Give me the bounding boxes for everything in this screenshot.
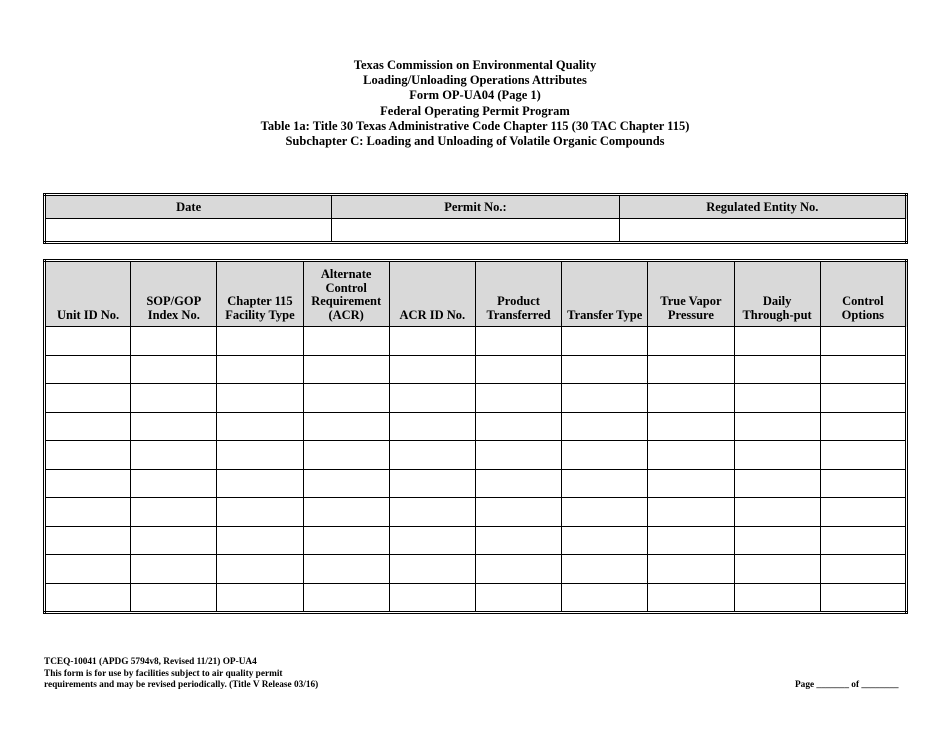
table-cell[interactable] xyxy=(734,441,820,470)
column-header-line: Options xyxy=(841,308,885,323)
table-cell[interactable] xyxy=(820,469,906,498)
table-cell[interactable] xyxy=(45,327,131,356)
table-cell[interactable] xyxy=(303,412,389,441)
table-cell[interactable] xyxy=(820,526,906,555)
table-cell[interactable] xyxy=(131,355,217,384)
table-cell[interactable] xyxy=(131,384,217,413)
table-cell[interactable] xyxy=(475,384,561,413)
loading-operations-table xyxy=(43,259,908,614)
page-number-field[interactable]: Page _______ of ________ xyxy=(795,680,899,690)
table-cell[interactable] xyxy=(648,583,734,613)
table-cell[interactable] xyxy=(389,555,475,584)
table-cell[interactable] xyxy=(562,441,648,470)
program-name: Federal Operating Permit Program xyxy=(380,103,570,118)
table-row xyxy=(45,412,907,441)
table-row xyxy=(45,555,907,584)
table-cell[interactable] xyxy=(475,469,561,498)
table-cell[interactable] xyxy=(389,412,475,441)
agency-title: Texas Commission on Environmental Quality xyxy=(353,58,597,72)
table-cell[interactable] xyxy=(648,498,734,527)
table-cell[interactable] xyxy=(217,355,303,384)
table-cell[interactable] xyxy=(45,384,131,413)
table-cell[interactable] xyxy=(303,384,389,413)
column-header-line: Unit ID No. xyxy=(57,308,120,323)
table-cell[interactable] xyxy=(217,498,303,527)
table-row xyxy=(45,384,907,413)
table-cell[interactable] xyxy=(45,469,131,498)
column-header-line: Facility Type xyxy=(225,308,295,323)
column-header-line: Through-put xyxy=(742,308,812,323)
table-row xyxy=(45,469,907,498)
permit-no-header: Permit No.: xyxy=(332,195,619,219)
table-cell[interactable] xyxy=(820,498,906,527)
acr-id-header xyxy=(389,261,475,327)
info-header-row xyxy=(45,195,907,219)
table-cell[interactable] xyxy=(820,555,906,584)
date-field[interactable] xyxy=(45,219,332,243)
table-cell[interactable] xyxy=(303,441,389,470)
table-cell[interactable] xyxy=(820,355,906,384)
table-cell[interactable] xyxy=(562,498,648,527)
table-cell[interactable] xyxy=(562,555,648,584)
column-header-line: (ACR) xyxy=(328,308,364,323)
table-cell[interactable] xyxy=(131,498,217,527)
regulated-entity-field[interactable] xyxy=(619,219,906,243)
table-cell[interactable] xyxy=(217,583,303,613)
table-body xyxy=(45,327,907,613)
table-cell[interactable] xyxy=(45,355,131,384)
transfer-type-header xyxy=(562,261,648,327)
table-row xyxy=(45,441,907,470)
facility-type-header xyxy=(217,261,303,327)
table-cell[interactable] xyxy=(303,498,389,527)
table-cell[interactable] xyxy=(475,441,561,470)
table-cell[interactable] xyxy=(734,355,820,384)
column-header-line: Control xyxy=(325,280,367,295)
table-cell[interactable] xyxy=(45,555,131,584)
column-header-line: Chapter 115 xyxy=(227,294,293,309)
table-cell[interactable] xyxy=(820,583,906,613)
form-footer xyxy=(44,657,318,692)
table-cell[interactable] xyxy=(475,555,561,584)
table-cell[interactable] xyxy=(648,526,734,555)
table-cell[interactable] xyxy=(389,384,475,413)
date-header: Date xyxy=(45,195,332,219)
table-cell[interactable] xyxy=(303,583,389,613)
table-cell[interactable] xyxy=(475,583,561,613)
table-cell[interactable] xyxy=(648,355,734,384)
table-cell[interactable] xyxy=(45,441,131,470)
table-cell[interactable] xyxy=(734,327,820,356)
table-cell[interactable] xyxy=(734,384,820,413)
table-cell[interactable] xyxy=(475,327,561,356)
table-cell[interactable] xyxy=(475,526,561,555)
table-cell[interactable] xyxy=(131,526,217,555)
table-cell[interactable] xyxy=(820,412,906,441)
table-cell[interactable] xyxy=(734,498,820,527)
column-header-line: Requirement xyxy=(311,294,382,309)
table-cell[interactable] xyxy=(131,441,217,470)
column-header-line: Product xyxy=(497,294,540,309)
table-cell[interactable] xyxy=(303,327,389,356)
table-row xyxy=(45,583,907,613)
column-header-line: Pressure xyxy=(667,308,714,323)
column-header-line: SOP/GOP xyxy=(146,294,202,309)
table-cell[interactable] xyxy=(820,441,906,470)
form-number: Form OP-UA04 (Page 1) xyxy=(409,88,541,103)
column-header-line: True Vapor xyxy=(660,294,722,309)
product-transferred-header xyxy=(475,261,561,327)
table-cell[interactable] xyxy=(475,412,561,441)
form-subject: Loading/Unloading Operations Attributes xyxy=(363,73,587,88)
table-cell[interactable] xyxy=(648,412,734,441)
table-subtitle: Subchapter C: Loading and Unloading of Volatile Organic Compounds xyxy=(285,134,665,149)
sop-gop-index-header xyxy=(131,261,217,327)
table-cell[interactable] xyxy=(648,384,734,413)
table-cell[interactable] xyxy=(217,469,303,498)
acr-header xyxy=(303,261,389,327)
control-options-header xyxy=(820,261,906,327)
column-header-line: ACR ID No. xyxy=(399,308,466,323)
table-cell[interactable] xyxy=(45,526,131,555)
daily-throughput-header xyxy=(734,261,820,327)
column-header-line: Transferred xyxy=(486,308,551,323)
table-row xyxy=(45,327,907,356)
table-cell[interactable] xyxy=(131,469,217,498)
table-cell[interactable] xyxy=(734,469,820,498)
form-usage-note-cont: requirements and may be revised periodically. (Title V Release 03/16) xyxy=(44,680,319,691)
info-table xyxy=(43,193,908,244)
table-cell[interactable] xyxy=(217,412,303,441)
column-header-line: Alternate xyxy=(320,266,372,281)
table-cell[interactable] xyxy=(389,526,475,555)
table-row xyxy=(45,498,907,527)
table-cell[interactable] xyxy=(475,498,561,527)
table-title: Table 1a: Title 30 Texas Administrative Code Chapter 115 (30 TAC Chapter 115) xyxy=(260,118,690,133)
table-row xyxy=(45,355,907,384)
table-cell[interactable] xyxy=(734,412,820,441)
info-value-row xyxy=(45,219,907,243)
column-header-line: Transfer Type xyxy=(567,308,643,323)
table-cell[interactable] xyxy=(734,555,820,584)
form-revision: TCEQ-10041 (APDG 5794v8, Revised 11/21) OP-UA4 xyxy=(44,657,257,667)
table-cell[interactable] xyxy=(562,469,648,498)
table-cell[interactable] xyxy=(734,583,820,613)
table-cell[interactable] xyxy=(389,498,475,527)
table-cell[interactable] xyxy=(131,555,217,584)
table-cell[interactable] xyxy=(562,384,648,413)
form-usage-note: This form is for use by facilities subject to air quality permit xyxy=(44,668,283,679)
table-cell[interactable] xyxy=(648,469,734,498)
table-cell[interactable] xyxy=(45,498,131,527)
table-cell[interactable] xyxy=(131,412,217,441)
table-cell[interactable] xyxy=(562,327,648,356)
table-cell[interactable] xyxy=(820,384,906,413)
table-cell[interactable] xyxy=(303,355,389,384)
table-cell[interactable] xyxy=(820,327,906,356)
table-cell[interactable] xyxy=(389,355,475,384)
table-cell[interactable] xyxy=(562,583,648,613)
table-cell[interactable] xyxy=(648,327,734,356)
column-header-line: Daily xyxy=(762,294,792,309)
table-cell[interactable] xyxy=(475,355,561,384)
form-header xyxy=(0,58,950,149)
table-cell[interactable] xyxy=(389,583,475,613)
table-cell[interactable] xyxy=(217,555,303,584)
table-cell[interactable] xyxy=(217,384,303,413)
true-vapor-pressure-header xyxy=(648,261,734,327)
table-cell[interactable] xyxy=(131,583,217,613)
table-header-row xyxy=(45,261,907,327)
unit-id-header xyxy=(45,261,131,327)
table-cell[interactable] xyxy=(45,412,131,441)
column-header-line: Index No. xyxy=(147,308,200,323)
table-cell[interactable] xyxy=(303,526,389,555)
column-header-line: Control xyxy=(842,294,884,309)
table-cell[interactable] xyxy=(562,412,648,441)
table-cell[interactable] xyxy=(303,555,389,584)
table-cell[interactable] xyxy=(217,441,303,470)
table-cell[interactable] xyxy=(389,469,475,498)
table-cell[interactable] xyxy=(562,355,648,384)
table-cell[interactable] xyxy=(45,583,131,613)
table-cell[interactable] xyxy=(648,441,734,470)
table-cell[interactable] xyxy=(131,327,217,356)
regulated-entity-header: Regulated Entity No. xyxy=(619,195,906,219)
table-cell[interactable] xyxy=(562,526,648,555)
table-cell[interactable] xyxy=(648,555,734,584)
table-cell[interactable] xyxy=(389,441,475,470)
table-cell[interactable] xyxy=(303,469,389,498)
table-cell[interactable] xyxy=(389,327,475,356)
table-cell[interactable] xyxy=(217,327,303,356)
table-cell[interactable] xyxy=(734,526,820,555)
table-row xyxy=(45,526,907,555)
table-cell[interactable] xyxy=(217,526,303,555)
permit-no-field[interactable] xyxy=(332,219,619,243)
